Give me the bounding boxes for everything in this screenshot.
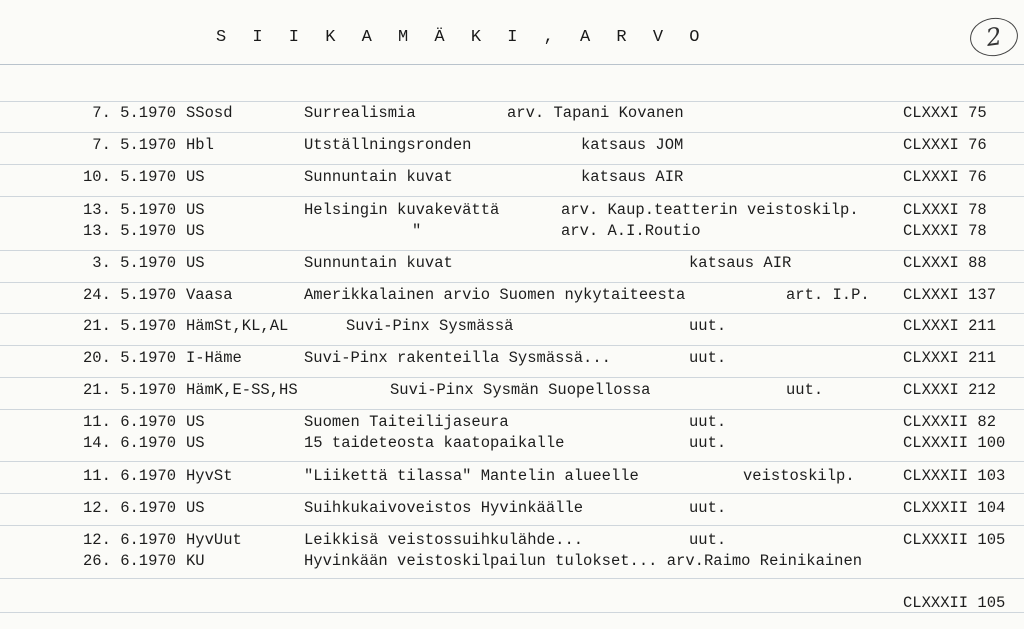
ruled-line	[0, 493, 1024, 494]
ruled-line	[0, 196, 1024, 197]
archive-reference: CLXXXII 105	[903, 594, 1006, 612]
ruled-line	[0, 578, 1024, 579]
ruled-line	[0, 164, 1024, 165]
archive-reference: CLXXXI 137	[903, 286, 997, 304]
page-number: 2	[968, 15, 1021, 59]
clipping-title: Sunnuntain kuvat	[304, 254, 453, 272]
clipping-type: uut.	[689, 317, 727, 335]
clipping-row	[0, 413, 1024, 433]
clipping-title: Utställningsronden	[304, 136, 472, 154]
archive-reference: CLXXXI 76	[903, 136, 987, 154]
clipping-type: arv. Tapani Kovanen	[507, 104, 684, 122]
clipping-title: Suomen Taiteilijaseura	[304, 413, 509, 431]
clipping-row	[0, 594, 1024, 614]
clipping-date: 21. 5.1970	[82, 381, 176, 399]
clipping-source: Vaasa	[186, 286, 233, 304]
clipping-title: Sunnuntain kuvat	[304, 168, 453, 186]
clipping-row	[0, 201, 1024, 221]
clipping-row	[0, 499, 1024, 519]
clipping-type: uut.	[689, 531, 727, 549]
archive-reference: CLXXXII 100	[903, 434, 1006, 452]
archive-reference: CLXXXII 105	[903, 531, 1006, 549]
clipping-row	[0, 104, 1024, 124]
archive-reference: CLXXXI 78	[903, 222, 987, 240]
ruled-line	[0, 250, 1024, 251]
clipping-type: art. I.P.	[786, 286, 870, 304]
ruled-line	[0, 461, 1024, 462]
clipping-title: "	[412, 222, 422, 240]
clipping-source: I-Häme	[186, 349, 242, 367]
clipping-row	[0, 467, 1024, 487]
clipping-source: US	[186, 499, 205, 517]
archive-reference: CLXXXII 104	[903, 499, 1006, 517]
clipping-date: 13. 5.1970	[82, 222, 176, 240]
clipping-row	[0, 286, 1024, 306]
clipping-row	[0, 136, 1024, 156]
clipping-date: 10. 5.1970	[82, 168, 176, 186]
archive-reference: CLXXXI 76	[903, 168, 987, 186]
ruled-line	[0, 132, 1024, 133]
header-rule	[0, 64, 1024, 65]
clipping-source: US	[186, 222, 205, 240]
archive-reference: CLXXXI 212	[903, 381, 997, 399]
clipping-title: Helsingin kuvakevättä	[304, 201, 500, 219]
clipping-title: Suvi-Pinx rakenteilla Sysmässä...	[304, 349, 611, 367]
clipping-row	[0, 168, 1024, 188]
clipping-title: Suvi-Pinx Sysmässä	[346, 317, 514, 335]
clipping-date: 12. 6.1970	[82, 499, 176, 517]
clipping-type: katsaus AIR	[581, 168, 684, 186]
clipping-title: Leikkisä veistossuihkulähde...	[304, 531, 584, 549]
clipping-source: US	[186, 254, 205, 272]
clipping-source: US	[186, 168, 205, 186]
ruled-line	[0, 525, 1024, 526]
ruled-line	[0, 282, 1024, 283]
ruled-line	[0, 345, 1024, 346]
clipping-row	[0, 531, 1024, 551]
clipping-type: arv. A.I.Routio	[561, 222, 701, 240]
archive-reference: CLXXXI 211	[903, 317, 997, 335]
clipping-row	[0, 434, 1024, 454]
clipping-row	[0, 254, 1024, 274]
clipping-date: 11. 6.1970	[82, 413, 176, 431]
clipping-date: 14. 6.1970	[82, 434, 176, 452]
clipping-date: 7. 5.1970	[92, 136, 176, 154]
archive-reference: CLXXXI 75	[903, 104, 987, 122]
clipping-row	[0, 317, 1024, 337]
clipping-date: 12. 6.1970	[82, 531, 176, 549]
archive-reference: CLXXXI 78	[903, 201, 987, 219]
clipping-type: uut.	[689, 413, 727, 431]
clipping-title: Suihkukaivoveistos Hyvinkäälle	[304, 499, 584, 517]
clipping-source: HyvUut	[186, 531, 242, 549]
clipping-date: 24. 5.1970	[82, 286, 176, 304]
clipping-title: Hyvinkään veistoskilpailun tulokset... arv.Raimo Reinikainen	[304, 552, 863, 570]
clipping-source: KU	[186, 552, 205, 570]
clipping-row	[0, 222, 1024, 242]
clipping-date: 11. 6.1970	[82, 467, 176, 485]
ruled-line	[0, 313, 1024, 314]
clipping-type: katsaus JOM	[581, 136, 684, 154]
archive-reference: CLXXXI 88	[903, 254, 987, 272]
clipping-type: arv. Kaup.teatterin veistoskilp.	[561, 201, 859, 219]
archive-reference: CLXXXII 103	[903, 467, 1006, 485]
clipping-source: US	[186, 413, 205, 431]
clipping-title: Amerikkalainen arvio Suomen nykytaiteesta	[304, 286, 686, 304]
clipping-row	[0, 381, 1024, 401]
clipping-source: HämSt,KL,AL	[186, 317, 289, 335]
clipping-date: 26. 6.1970	[82, 552, 176, 570]
clipping-date: 13. 5.1970	[82, 201, 176, 219]
clipping-title: Surrealismia	[304, 104, 416, 122]
clipping-date: 20. 5.1970	[82, 349, 176, 367]
ruled-line	[0, 377, 1024, 378]
clipping-row	[0, 349, 1024, 369]
clipping-source: Hbl	[186, 136, 214, 154]
clipping-title: 15 taideteosta kaatopaikalle	[304, 434, 565, 452]
clipping-source: HyvSt	[186, 467, 233, 485]
clipping-source: HämK,E-SS,HS	[186, 381, 298, 399]
clipping-title: "Liikettä tilassa" Mantelin alueelle	[304, 467, 639, 485]
ruled-line	[0, 101, 1024, 102]
clipping-type: uut.	[786, 381, 824, 399]
clipping-date: 21. 5.1970	[82, 317, 176, 335]
clipping-type: katsaus AIR	[689, 254, 792, 272]
clipping-type: uut.	[689, 499, 727, 517]
clipping-type: uut.	[689, 434, 727, 452]
clipping-source: US	[186, 434, 205, 452]
archive-reference: CLXXXII 82	[903, 413, 997, 431]
archive-reference: CLXXXI 211	[903, 349, 997, 367]
clipping-row	[0, 552, 1024, 572]
clipping-date: 7. 5.1970	[92, 104, 176, 122]
clipping-type: veistoskilp.	[743, 467, 855, 485]
card-title: S I I K A M Ä K I , A R V O	[216, 28, 708, 47]
clipping-type: uut.	[689, 349, 727, 367]
clipping-source: SSosd	[186, 104, 233, 122]
clipping-date: 3. 5.1970	[92, 254, 176, 272]
clipping-source: US	[186, 201, 205, 219]
ruled-line	[0, 409, 1024, 410]
clipping-title: Suvi-Pinx Sysmän Suopellossa	[390, 381, 651, 399]
